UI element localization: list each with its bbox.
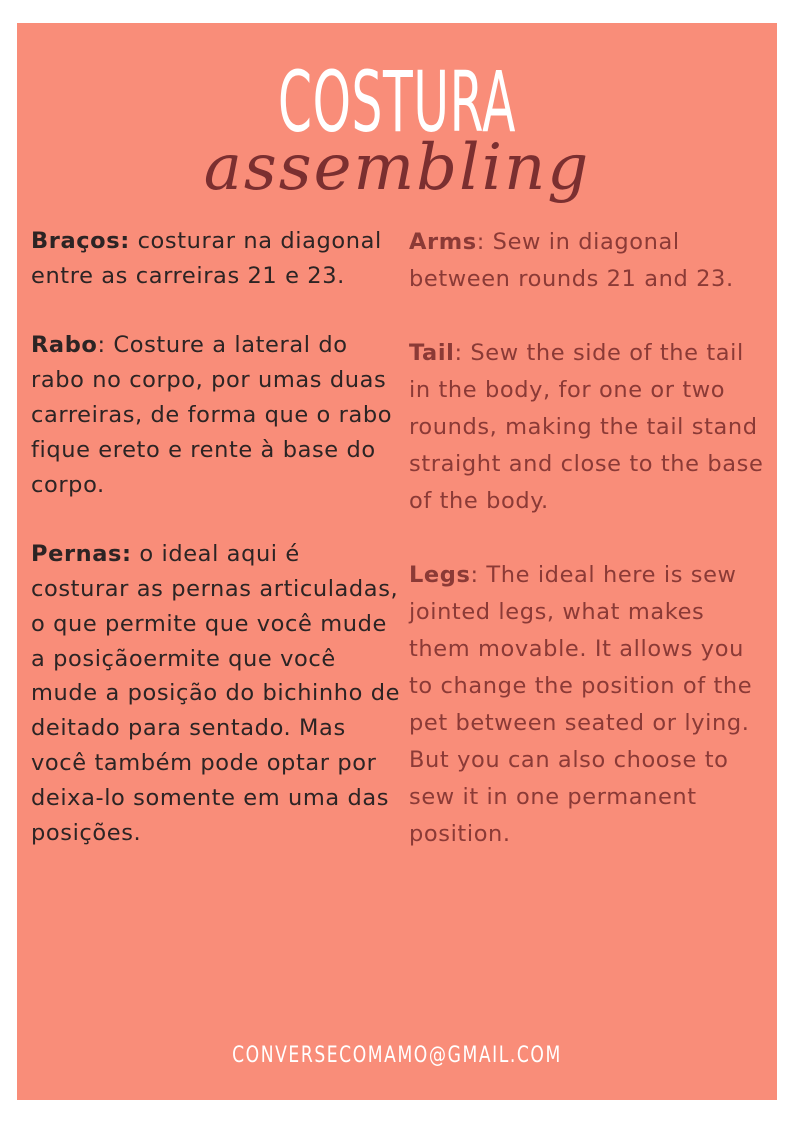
en-legs-text: : The ideal here is sew jointed legs, what makes them movable. It allows you to change the position of the pet between seated or lying. But you can also choose to sew it in one permanent position. — [409, 562, 753, 847]
portuguese-column — [31, 224, 403, 885]
pt-legs-paragraph — [31, 537, 403, 850]
page-subtitle: assembling — [203, 131, 591, 205]
en-arms-paragraph — [409, 224, 771, 298]
pt-tail-label: Rabo — [31, 332, 98, 359]
pt-legs-text: o ideal aqui é costurar as pernas articuladas, o que permite que você mude a posiçãoermite que você mude a posição do bichinho de deitado para sentado. Mas você também pode optar por deixa-lo somente em uma das posições. — [31, 541, 401, 846]
pt-tail-text: : Costure a lateral do rabo no corpo, por umas duas carreiras, de forma que o rabo fique ereto e rente à base do corpo. — [31, 332, 393, 498]
pt-arms-label: Braços: — [31, 228, 130, 254]
en-tail-label: Tail — [409, 340, 455, 366]
en-tail-paragraph — [409, 335, 771, 520]
pt-tail-paragraph — [31, 328, 403, 502]
en-legs-label: Legs — [409, 562, 471, 588]
english-column — [409, 224, 771, 890]
en-legs-paragraph — [409, 557, 771, 853]
en-arms-label: Arms — [409, 229, 477, 255]
pt-arms-paragraph — [31, 224, 403, 294]
pt-arms-text: costurar na diagonal entre as carreiras 21 e 23. — [31, 228, 382, 289]
en-arms-text: : Sew in diagonal between rounds 21 and 23. — [409, 229, 734, 292]
pt-legs-label: Pernas: — [31, 541, 132, 568]
en-tail-text: : Sew the side of the tail in the body, for one or two rounds, making the tail stand straight and close to the base of the body. — [409, 340, 764, 514]
contact-email: CONVERSECOMAMO@GMAIL.COM — [232, 1043, 562, 1068]
page-title: COSTURA — [278, 53, 516, 151]
